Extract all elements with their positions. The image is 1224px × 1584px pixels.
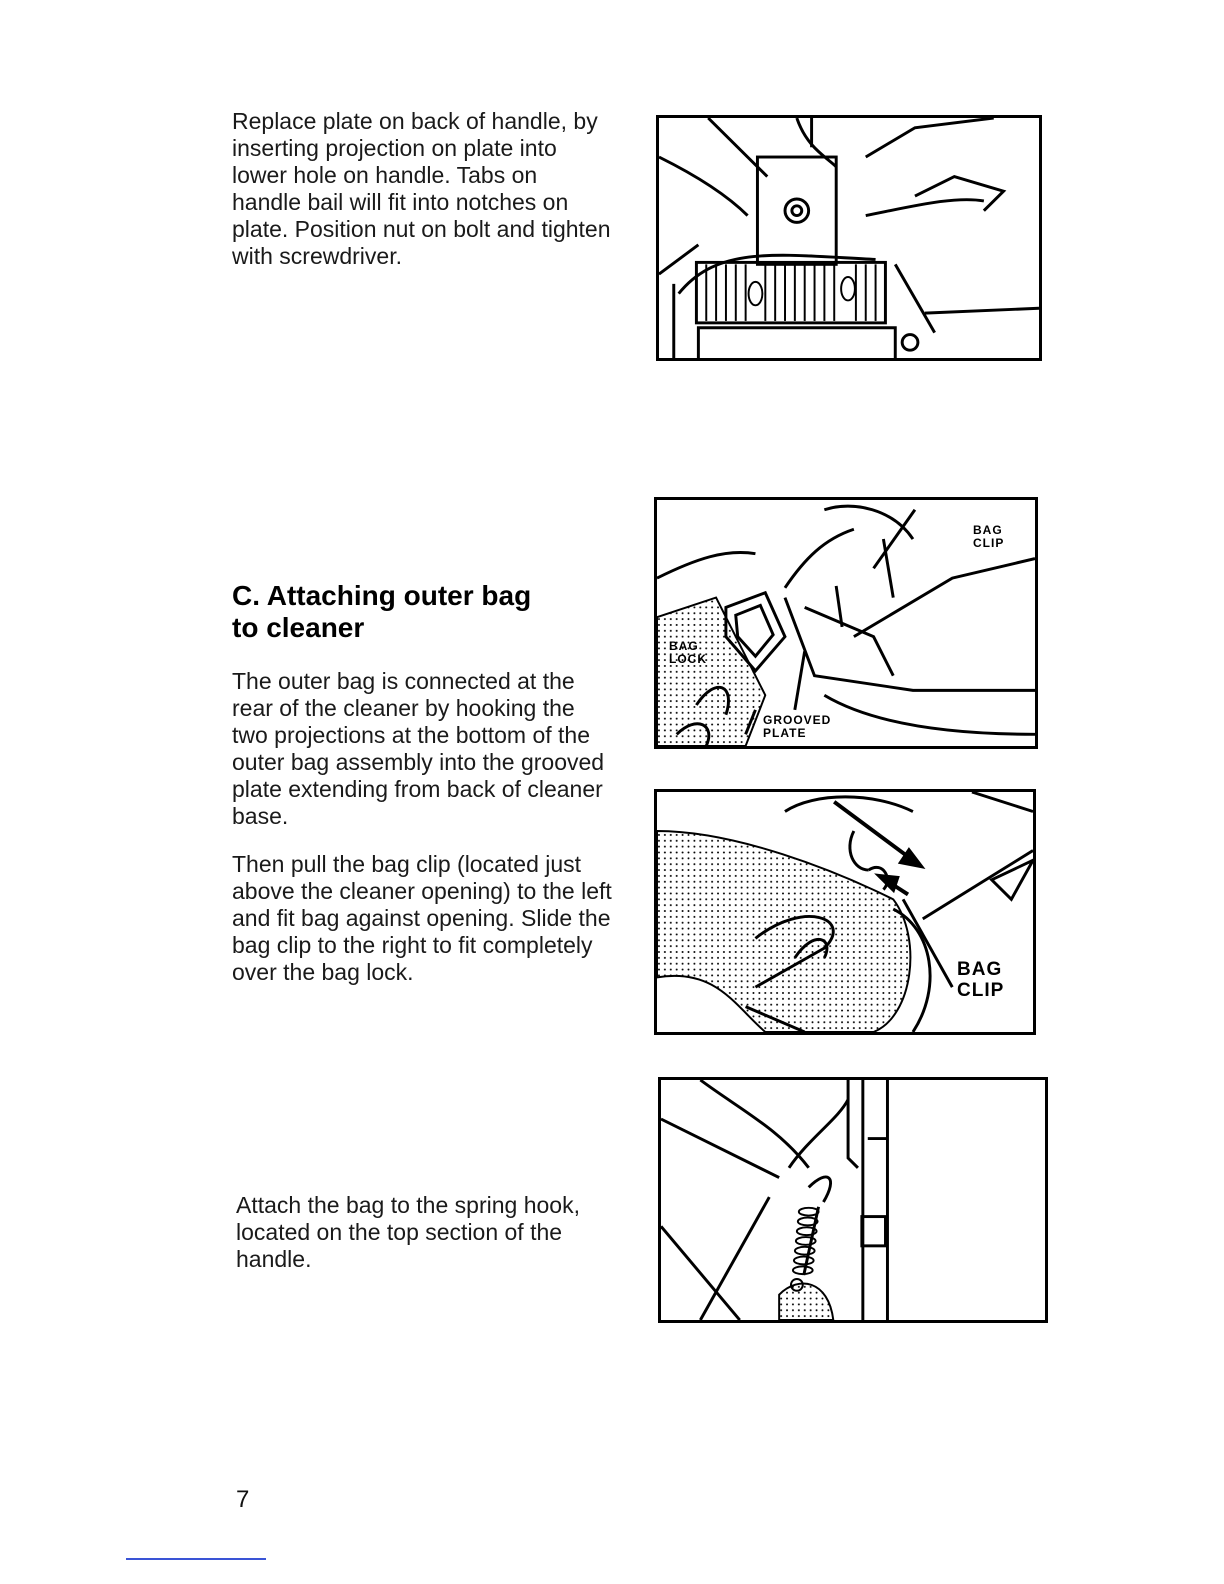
handle-plate-illustration	[659, 118, 1039, 358]
label-grooved-plate: GROOVED PLATE	[763, 713, 832, 741]
section-heading-attach-outer-bag: C. Attaching outer bag to cleaner	[232, 580, 532, 643]
instruction-connect-outer-bag: The outer bag is connected at the rear of the cleaner by hooking the two projections at the bottom of the outer bag assembly into the grooved plate extending from back of cleaner base.	[232, 668, 605, 829]
label-bag-clip: BAG CLIP	[973, 523, 1005, 551]
spring-hook-illustration	[661, 1080, 1045, 1320]
figure-bag-lock-grooved-plate	[654, 497, 1038, 749]
instruction-bag-clip: Then pull the bag clip (located just above the cleaner opening) to the left and fit bag against opening. Slide the bag clip to the right to fit completely over the bag lock.	[232, 851, 612, 985]
instruction-spring-hook: Attach the bag to the spring hook, located on the top section of the handle.	[236, 1192, 580, 1272]
figure-spring-hook	[658, 1077, 1048, 1323]
footer-rule	[126, 1558, 266, 1560]
label-bag-lock: BAG LOCK	[669, 639, 707, 667]
label-bag-clip-large: BAG CLIP	[957, 959, 1005, 1001]
figure-handle-plate	[656, 115, 1042, 361]
figure-slide-bag-clip	[654, 789, 1036, 1035]
page-number: 7	[236, 1486, 250, 1513]
instruction-replace-plate: Replace plate on back of handle, by inserting projection on plate into lower hole on handle. Tabs on handle bail will fit into notches on plate. Position nut on bolt and tighten with screwdriver.	[232, 108, 611, 269]
